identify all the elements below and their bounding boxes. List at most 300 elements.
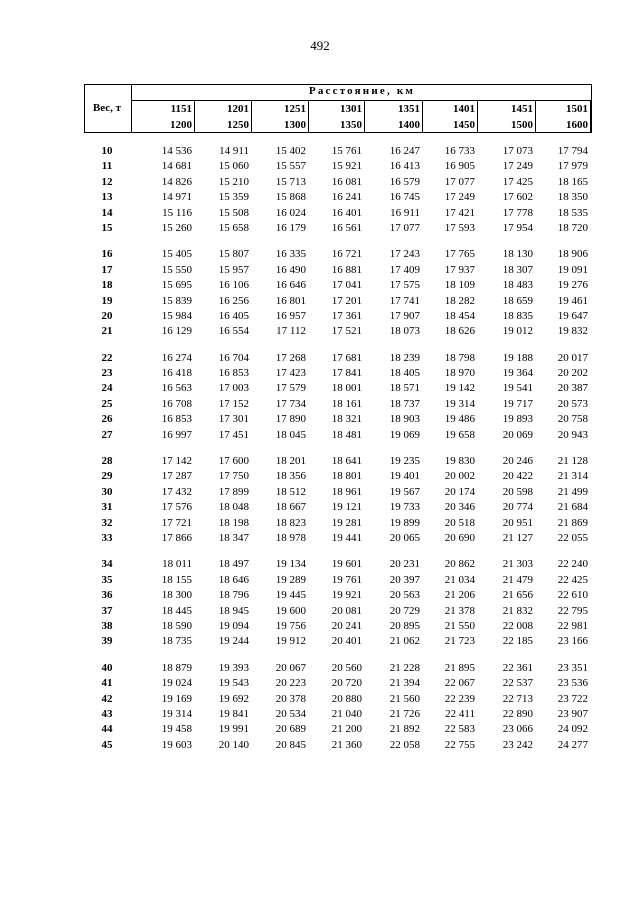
weight-cell: 37 [101,604,113,617]
value-cell: 21 656 [502,589,533,602]
value-cell: 18 735 [161,635,192,648]
value-cell: 18 720 [557,221,588,234]
value-cell: 16 801 [275,294,306,307]
value-cell: 22 058 [389,738,420,751]
value-cell: 20 689 [275,723,306,736]
table-row [84,723,592,738]
value-cell: 21 360 [331,738,362,751]
weight-cell: 13 [101,191,113,204]
table-row [84,279,592,294]
value-cell: 16 853 [161,413,192,426]
value-cell: 14 681 [161,160,192,173]
value-cell: 20 002 [444,470,475,483]
weight-column-header: Вес, т [92,102,122,114]
row-group [84,352,592,444]
value-cell: 19 832 [557,325,588,338]
weight-cell: 21 [101,325,113,338]
table-row [84,517,592,532]
weight-cell: 27 [101,428,113,441]
range-end: 1400 [398,119,420,131]
weight-cell: 38 [101,619,113,632]
value-cell: 21 895 [444,661,475,674]
value-cell: 22 411 [445,707,475,720]
value-cell: 15 557 [275,160,306,173]
value-cell: 21 206 [444,589,475,602]
table-row [84,620,592,635]
value-cell: 20 720 [331,677,362,690]
row-group [84,455,592,547]
value-cell: 17 249 [502,160,533,173]
range-separator [251,101,252,132]
value-cell: 22 240 [557,558,588,571]
value-cell: 18 481 [331,428,362,441]
value-cell: 20 862 [444,558,475,571]
table-row [84,248,592,263]
distance-range-3 [256,101,306,133]
row-group [84,145,592,237]
value-cell: 18 590 [161,619,192,632]
table-row [84,310,592,325]
value-cell: 17 576 [161,501,192,514]
value-cell: 17 425 [502,175,533,188]
value-cell: 15 508 [218,206,249,219]
value-cell: 19 401 [389,470,420,483]
value-cell: 19 364 [502,367,533,380]
value-cell: 19 134 [275,558,306,571]
range-start: 1301 [340,103,362,115]
value-cell: 19 912 [275,635,306,648]
value-cell: 17 041 [331,279,362,292]
value-cell: 16 554 [218,325,249,338]
table-row [84,589,592,604]
value-cell: 18 970 [444,367,475,380]
value-cell: 19 458 [161,723,192,736]
value-cell: 16 247 [389,145,420,157]
value-cell: 20 943 [557,428,588,441]
value-cell: 14 536 [161,145,192,157]
table-row [84,191,592,206]
value-cell: 20 223 [275,677,306,690]
weight-cell: 45 [101,738,113,751]
value-cell: 16 721 [331,248,362,261]
value-cell: 15 713 [275,175,306,188]
value-cell: 17 937 [444,263,475,276]
value-cell: 23 536 [557,677,588,690]
value-cell: 21 378 [444,604,475,617]
weight-cell: 31 [101,501,113,514]
value-cell: 18 198 [218,516,249,529]
range-start: 1251 [284,103,306,115]
value-cell: 19 761 [331,573,362,586]
value-cell: 16 081 [331,175,362,188]
table-row [84,558,592,573]
value-cell: 19 314 [161,707,192,720]
value-cell: 17 243 [389,248,420,261]
value-cell: 18 300 [161,589,192,602]
value-cell: 21 228 [389,661,420,674]
value-cell: 21 200 [331,723,362,736]
value-cell: 22 185 [502,635,533,648]
value-cell: 20 534 [275,707,306,720]
value-cell: 19 692 [218,692,249,705]
value-cell: 17 249 [444,191,475,204]
value-cell: 16 106 [218,279,249,292]
value-cell: 20 140 [218,738,249,751]
table-row [84,662,592,677]
table-row [84,160,592,175]
range-start: 1351 [398,103,420,115]
value-cell: 16 704 [218,351,249,364]
weight-cell: 20 [101,309,113,322]
weight-cell: 34 [101,558,113,571]
value-cell: 18 045 [275,428,306,441]
weight-cell: 39 [101,635,113,648]
value-cell: 22 067 [444,677,475,690]
value-cell: 20 397 [389,573,420,586]
range-separator [422,101,423,132]
value-cell: 19 603 [161,738,192,751]
value-cell: 18 155 [161,573,192,586]
value-cell: 18 667 [275,501,306,514]
value-cell: 18 978 [275,531,306,544]
value-cell: 23 166 [557,635,588,648]
weight-cell: 32 [101,516,113,529]
value-cell: 18 161 [331,397,362,410]
value-cell: 19 188 [502,351,533,364]
value-cell: 19 445 [275,589,306,602]
range-separator [477,101,478,132]
range-end: 1600 [566,119,588,131]
range-start: 1451 [511,103,533,115]
value-cell: 19 717 [502,397,533,410]
table-row [84,264,592,279]
value-cell: 17 866 [161,531,192,544]
value-cell: 18 130 [502,248,533,261]
value-cell: 15 761 [331,145,362,157]
value-cell: 15 984 [161,309,192,322]
value-cell: 20 202 [557,367,588,380]
range-separator [364,101,365,132]
value-cell: 18 571 [389,382,420,395]
value-cell: 19 841 [218,707,249,720]
value-cell: 14 911 [219,145,249,157]
weight-cell: 35 [101,573,113,586]
value-cell: 15 807 [218,248,249,261]
value-cell: 17 979 [557,160,588,173]
range-end: 1450 [453,119,475,131]
range-start: 1501 [566,103,588,115]
value-cell: 16 413 [389,160,420,173]
value-cell: 16 579 [389,175,420,188]
value-cell: 23 722 [557,692,588,705]
table-header [84,84,592,133]
value-cell: 17 593 [444,221,475,234]
value-cell: 17 077 [444,175,475,188]
distance-header: Расстояние, км [308,85,416,97]
value-cell: 17 287 [161,470,192,483]
value-cell: 19 244 [218,635,249,648]
weight-cell: 11 [101,160,113,173]
value-cell: 22 890 [502,707,533,720]
value-cell: 20 065 [389,531,420,544]
value-cell: 17 750 [218,470,249,483]
value-cell: 20 231 [389,558,420,571]
table-row [84,222,592,237]
value-cell: 19 169 [161,692,192,705]
value-cell: 17 841 [331,367,362,380]
table-row [84,455,592,470]
range-end: 1500 [511,119,533,131]
value-cell: 19 281 [331,516,362,529]
value-cell: 21 499 [557,485,588,498]
value-cell: 17 423 [275,367,306,380]
value-cell: 21 040 [331,707,362,720]
value-cell: 18 405 [389,367,420,380]
value-cell: 16 274 [161,351,192,364]
value-cell: 17 361 [331,309,362,322]
value-cell: 18 737 [389,397,420,410]
value-cell: 18 201 [275,455,306,468]
table-row [84,413,592,428]
value-cell: 18 823 [275,516,306,529]
value-cell: 21 892 [389,723,420,736]
weight-cell: 23 [101,367,113,380]
value-cell: 15 210 [218,175,249,188]
value-cell: 19 069 [389,428,420,441]
table-row [84,352,592,367]
value-cell: 22 537 [502,677,533,690]
value-cell: 18 879 [161,661,192,674]
value-cell: 21 726 [389,707,420,720]
value-cell: 20 422 [502,470,533,483]
weight-cell: 17 [101,263,113,276]
value-cell: 17 432 [161,485,192,498]
table-row [84,635,592,650]
value-cell: 19 601 [331,558,362,571]
value-cell: 20 598 [502,485,533,498]
value-cell: 20 845 [275,738,306,751]
value-cell: 16 418 [161,367,192,380]
weight-cell: 42 [101,692,113,705]
weight-cell: 43 [101,707,113,720]
value-cell: 20 067 [275,661,306,674]
weight-cell: 24 [101,382,113,395]
value-cell: 19 567 [389,485,420,498]
value-cell: 22 361 [502,661,533,674]
value-cell: 17 521 [331,325,362,338]
value-cell: 23 351 [557,661,588,674]
value-cell: 16 957 [275,309,306,322]
value-cell: 19 441 [331,531,362,544]
range-separator [308,101,309,132]
value-cell: 19 276 [557,279,588,292]
value-cell: 19 991 [218,723,249,736]
value-cell: 17 268 [275,351,306,364]
distance-range-1 [142,101,192,133]
value-cell: 22 583 [444,723,475,736]
table-row [84,605,592,620]
value-cell: 15 550 [161,263,192,276]
value-cell: 18 903 [389,413,420,426]
value-cell: 19 393 [218,661,249,674]
value-cell: 15 060 [218,160,249,173]
table-row [84,708,592,723]
value-cell: 15 359 [218,191,249,204]
value-cell: 18 011 [162,558,192,571]
value-cell: 21 684 [557,501,588,514]
value-cell: 15 658 [218,221,249,234]
value-cell: 17 301 [218,413,249,426]
table-row [84,470,592,485]
value-cell: 15 116 [162,206,192,219]
weight-cell: 18 [101,279,113,292]
value-cell: 17 681 [331,351,362,364]
weight-cell: 44 [101,723,113,736]
value-cell: 18 497 [218,558,249,571]
value-cell: 18 356 [275,470,306,483]
value-cell: 17 073 [502,145,533,157]
value-cell: 17 602 [502,191,533,204]
value-cell: 14 971 [161,191,192,204]
table-row [84,693,592,708]
value-cell: 20 573 [557,397,588,410]
value-cell: 18 835 [502,309,533,322]
value-cell: 17 579 [275,382,306,395]
table-row [84,295,592,310]
value-cell: 16 401 [331,206,362,219]
value-cell: 18 535 [557,206,588,219]
table-row [84,145,592,160]
value-cell: 22 425 [557,573,588,586]
value-cell: 17 112 [276,325,306,338]
value-cell: 16 241 [331,191,362,204]
value-cell: 17 794 [557,145,588,157]
value-cell: 18 512 [275,485,306,498]
distance-range-6 [425,101,475,133]
value-cell: 17 734 [275,397,306,410]
table-row [84,367,592,382]
value-cell: 18 659 [502,294,533,307]
value-cell: 15 957 [218,263,249,276]
weight-cell: 12 [101,175,113,188]
table-row [84,207,592,222]
value-cell: 19 893 [502,413,533,426]
value-cell: 20 174 [444,485,475,498]
value-cell: 15 405 [161,248,192,261]
value-cell: 17 890 [275,413,306,426]
distance-range-2 [199,101,249,133]
value-cell: 17 765 [444,248,475,261]
value-cell: 16 335 [275,248,306,261]
weight-cell: 10 [101,145,113,157]
range-end: 1350 [340,119,362,131]
table-row [84,574,592,589]
value-cell: 23 066 [502,723,533,736]
value-cell: 22 239 [444,692,475,705]
value-cell: 20 069 [502,428,533,441]
value-cell: 16 646 [275,279,306,292]
value-cell: 19 543 [218,677,249,690]
value-cell: 18 626 [444,325,475,338]
value-cell: 15 868 [275,191,306,204]
weight-cell: 28 [101,455,113,468]
value-cell: 16 179 [275,221,306,234]
value-cell: 21 314 [557,470,588,483]
value-cell: 15 839 [161,294,192,307]
weight-cell: 41 [101,677,113,690]
weight-cell: 30 [101,485,113,498]
value-cell: 16 129 [161,325,192,338]
value-cell: 19 830 [444,455,475,468]
value-cell: 15 260 [161,221,192,234]
value-cell: 16 905 [444,160,475,173]
value-cell: 16 881 [331,263,362,276]
value-cell: 16 733 [444,145,475,157]
range-start: 1151 [170,103,192,115]
value-cell: 21 723 [444,635,475,648]
value-cell: 18 048 [218,501,249,514]
weight-cell: 19 [101,294,113,307]
range-start: 1401 [453,103,475,115]
value-cell: 17 421 [444,206,475,219]
range-end: 1250 [227,119,249,131]
value-cell: 21 062 [389,635,420,648]
value-cell: 17 077 [389,221,420,234]
value-cell: 17 778 [502,206,533,219]
value-cell: 19 314 [444,397,475,410]
weight-cell: 25 [101,397,113,410]
value-cell: 15 921 [331,160,362,173]
value-cell: 18 165 [557,175,588,188]
table-row [84,532,592,547]
value-cell: 22 055 [557,531,588,544]
value-cell: 18 321 [331,413,362,426]
value-cell: 22 795 [557,604,588,617]
value-cell: 19 647 [557,309,588,322]
value-cell: 21 560 [389,692,420,705]
page-number: 492 [310,38,330,53]
value-cell: 20 241 [331,619,362,632]
range-separator [535,101,536,132]
value-cell: 18 961 [331,485,362,498]
value-cell: 20 560 [331,661,362,674]
value-cell: 19 541 [502,382,533,395]
value-cell: 18 801 [331,470,362,483]
value-cell: 17 003 [218,382,249,395]
weight-cell: 36 [101,589,113,602]
table-row [84,486,592,501]
value-cell: 20 378 [275,692,306,705]
value-cell: 16 745 [389,191,420,204]
value-cell: 22 713 [502,692,533,705]
weight-cell: 15 [101,221,113,234]
value-cell: 20 017 [557,351,588,364]
value-cell: 19 486 [444,413,475,426]
value-cell: 16 561 [331,221,362,234]
value-cell: 20 729 [389,604,420,617]
distance-range-8 [538,101,588,133]
value-cell: 19 235 [389,455,420,468]
weight-cell: 40 [101,661,113,674]
row-group [84,662,592,754]
value-cell: 19 094 [218,619,249,632]
distance-range-4 [312,101,362,133]
value-cell: 19 921 [331,589,362,602]
value-cell: 17 741 [389,294,420,307]
value-cell: 18 109 [444,279,475,292]
value-cell: 17 142 [161,455,192,468]
value-cell: 20 081 [331,604,362,617]
